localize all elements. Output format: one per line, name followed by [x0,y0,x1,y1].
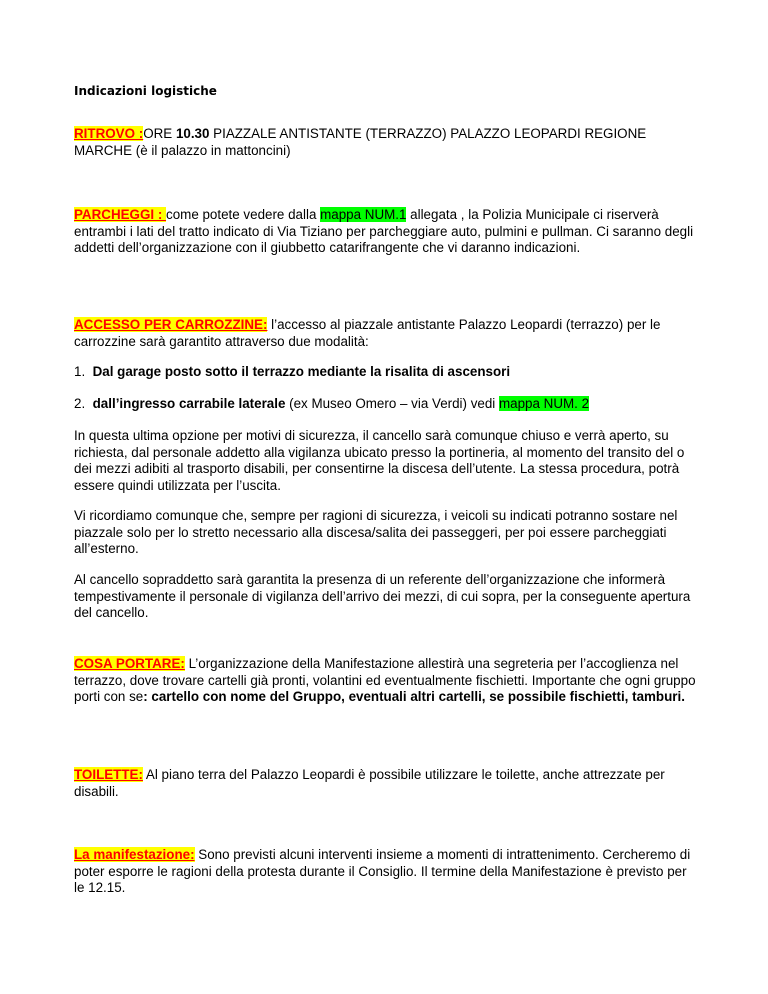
map-1-highlight: mappa NUM.1 [320,207,407,222]
accesso-paragraph [74,317,698,350]
manifestazione-paragraph [74,847,698,897]
accesso-text: l’accesso al piazzale antistante Palazzo Leopardi (terrazzo) per le carrozzine sarà garantito attraverso due modalità: [74,317,661,349]
list-item-1-text: Dal garage posto sotto il terrazzo mediante la risalita di ascensori [92,364,511,379]
cosa-portare-text: L’organizzazione della Manifestazione allestirà una segreteria per l’accoglienza nel terrazzo, dove trovare cartelli già pronti, volantini ed eventualmente fischietti. Importante che ogni gruppo porti con se [74,656,696,704]
map-2-highlight: mappa NUM. 2 [499,396,590,411]
parcheggi-text-2: allegata , la Polizia Municipale ci riserverà entrambi i lati del tratto indicato di Via Tiziano per parcheggiare auto, pulmini e pullman. Ci saranno degli addetti dell’organizzazione con il giubbetto catarifrangente che vi daranno indicazioni. [74,207,694,255]
ritrovo-text-1: ORE [143,126,176,141]
ritrovo-label: RITROVO : [74,126,144,141]
cosa-portare-paragraph [74,656,698,706]
list-item-2-bold: dall’ingresso carrabile laterale [92,396,286,411]
accesso-label: ACCESSO PER CARROZZINE: [74,317,268,332]
parcheggi-label: PARCHEGGI : [74,207,167,222]
list-item-2-text: (ex Museo Omero – via Verdi) vedi [285,396,499,411]
accesso-paragraph-3: Vi ricordiamo comunque che, sempre per ragioni di sicurezza, i veicoli su indicati potranno sostare nel piazzale solo per lo stretto necessario alla discesa/salita dei passeggeri, per poi essere parcheggiati all’esterno. [74,508,678,556]
toilette-text: Al piano terra del Palazzo Leopardi è possibile utilizzare le toilette, anche attrezzate per disabili. [74,767,665,799]
list-item-2 [74,396,698,413]
accesso-paragraph-2: In questa ultima opzione per motivi di sicurezza, il cancello sarà comunque chiuso e verrà aperto, su richiesta, dal personale addetto alla vigilanza ubicato presso la portineria, al momento del transito del o dei mezzi adibiti al trasporto disabili, per consentirne la discesa dell’utente. La stessa procedura, potrà essere quindi utilizzata per l’uscita. [74,428,685,493]
list-item-1-number: 1. [74,364,86,379]
toilette-label: TOILETTE: [74,767,143,782]
accesso-paragraph-4: Al cancello sopraddetto sarà garantita la presenza di un referente dell’organizzazione che informerà tempestivamente il personale di vigilanza dell’arrivo dei mezzi, di cui sopra, per la conseguente apertura del cancello. [74,572,691,620]
ritrovo-time: 10.30 [175,126,210,141]
document-title: Indicazioni logistiche [74,84,217,98]
list-item-2-number: 2. [74,396,86,411]
parcheggi-paragraph [74,207,698,257]
manifestazione-label: La manifestazione: [74,847,195,862]
toilette-paragraph [74,767,698,800]
manifestazione-text: Sono previsti alcuni interventi insieme a momenti di intrattenimento. Cercheremo di poter esporre le ragioni della protesta durante il Consiglio. Il termine della Manifestazione è previsto per le 12.15. [74,847,691,895]
ritrovo-text-2: PIAZZALE ANTISTANTE (TERRAZZO) PALAZZO LEOPARDI REGIONE MARCHE (è il palazzo in mattoncini) [74,126,647,158]
list-item-1 [74,364,698,381]
ritrovo-paragraph [74,126,698,159]
cosa-portare-label: COSA PORTARE: [74,656,185,671]
parcheggi-text-1: come potete vedere dalla [166,207,321,222]
cosa-portare-bold: : cartello con nome del Gruppo, eventuali altri cartelli, se possibile fischietti, tamburi. [143,689,685,704]
